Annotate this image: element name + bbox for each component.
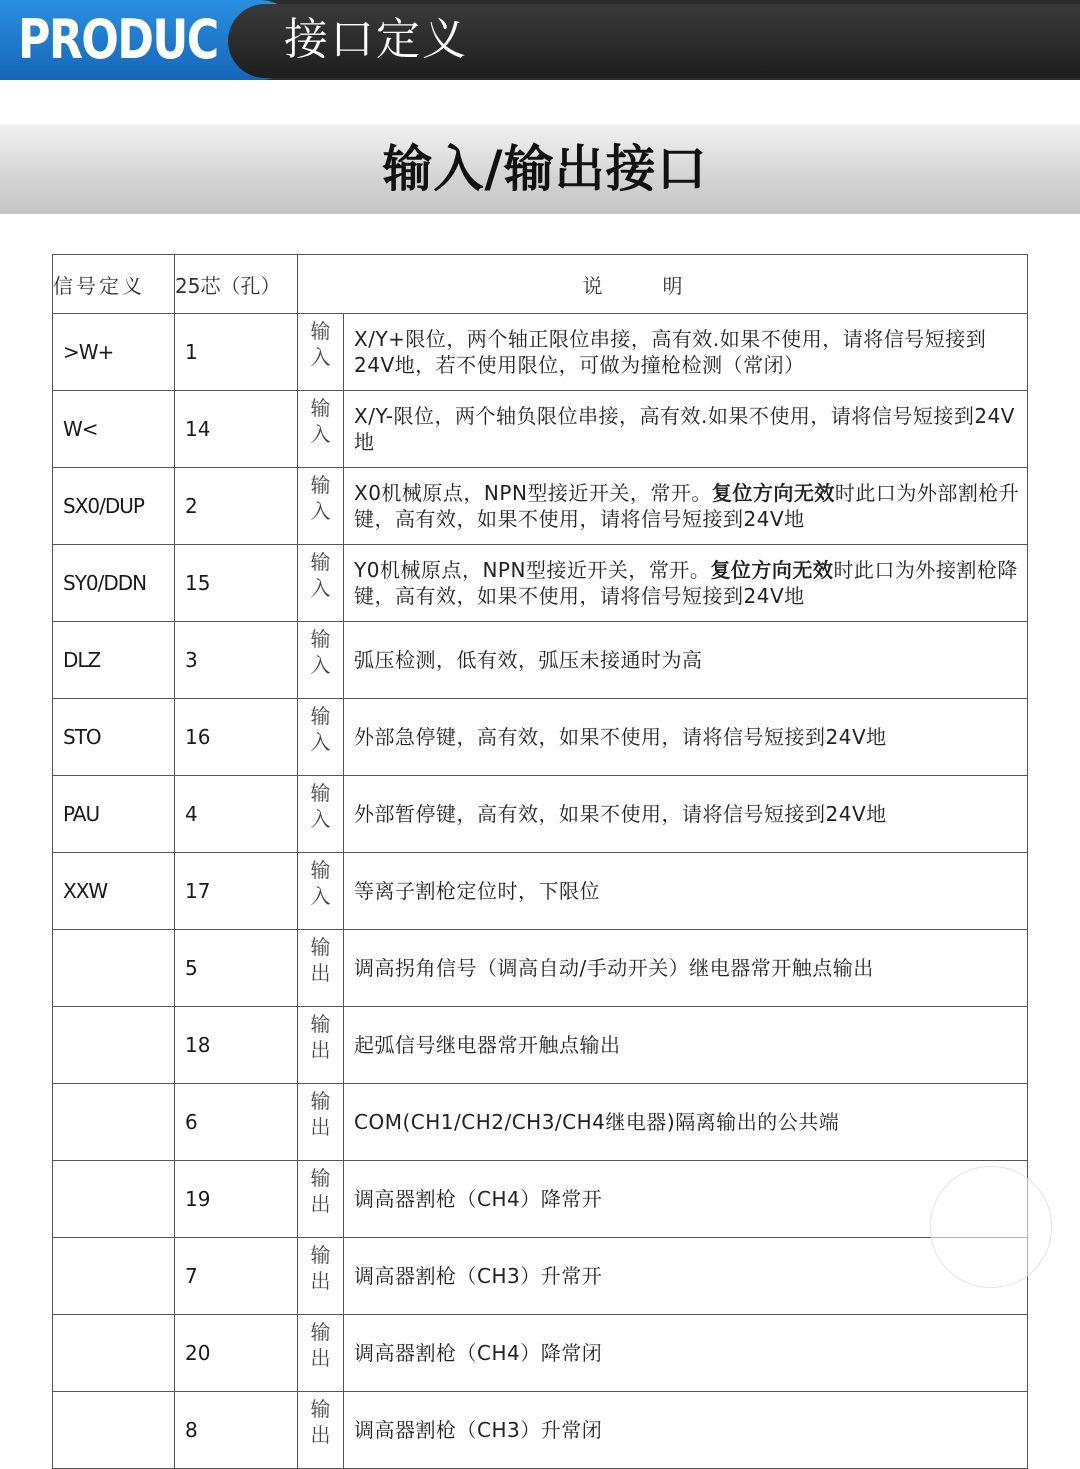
direction-cell [298, 1084, 344, 1161]
signal-cell: XXW [53, 853, 175, 930]
table-row [53, 1161, 1028, 1238]
direction-cell [298, 314, 344, 391]
pin-cell: 4 [175, 776, 298, 853]
description-cell: COM(CH1/CH2/CH3/CH4继电器)隔离输出的公共端 [344, 1084, 1028, 1161]
description-cell: 调高器割枪（CH3）升常闭 [344, 1392, 1028, 1469]
direction-label: 输出 [310, 1320, 331, 1370]
page-title: 接口定义 [284, 14, 468, 65]
table-row [53, 1238, 1028, 1315]
direction-label: 输入 [310, 781, 331, 831]
table-row [53, 853, 1028, 930]
description-cell: 外部急停键，高有效，如果不使用，请将信号短接到24V地 [344, 699, 1028, 776]
brand-logo: PRODUC [18, 8, 218, 71]
direction-cell [298, 622, 344, 699]
pin-cell: 14 [175, 391, 298, 468]
direction-cell [298, 545, 344, 622]
signal-cell [53, 1084, 175, 1161]
signal-cell [53, 1238, 175, 1315]
table-row [53, 1084, 1028, 1161]
pin-cell: 3 [175, 622, 298, 699]
signal-cell [53, 1161, 175, 1238]
description-cell: 调高器割枪（CH4）降常闭 [344, 1315, 1028, 1392]
table-row [53, 622, 1028, 699]
table-row [53, 314, 1028, 391]
direction-label: 输入 [310, 473, 331, 523]
table-row [53, 776, 1028, 853]
direction-label: 输出 [310, 935, 331, 985]
direction-cell [298, 1392, 344, 1469]
table-row [53, 468, 1028, 545]
direction-cell [298, 468, 344, 545]
table-row [53, 1315, 1028, 1392]
signal-cell [53, 1315, 175, 1392]
direction-cell [298, 699, 344, 776]
description-part: Y0机械原点，NPN型接近开关，常开。 [354, 558, 711, 582]
direction-label: 输出 [310, 1012, 331, 1062]
description-part: X0机械原点，NPN型接近开关，常开。 [354, 481, 712, 505]
table-row [53, 699, 1028, 776]
table-header-row [53, 255, 1028, 314]
signal-cell [53, 930, 175, 1007]
signal-cell: SY0/DDN [53, 545, 175, 622]
direction-cell [298, 391, 344, 468]
description-cell: 调高拐角信号（调高自动/手动开关）继电器常开触点输出 [344, 930, 1028, 1007]
description-part: 复位方向无效 [711, 481, 835, 505]
direction-cell [298, 930, 344, 1007]
description-cell [344, 468, 1028, 545]
direction-cell [298, 1161, 344, 1238]
description-cell: 起弧信号继电器常开触点输出 [344, 1007, 1028, 1084]
direction-label: 输出 [310, 1397, 331, 1447]
signal-cell: W< [53, 391, 175, 468]
direction-label: 输出 [310, 1166, 331, 1216]
pin-cell: 8 [175, 1392, 298, 1469]
header-bar [0, 0, 1080, 80]
pin-cell: 15 [175, 545, 298, 622]
description-part: 复位方向无效 [710, 558, 834, 582]
description-part: 时此口为外部割枪升键，高有效，如果不使用，请将信号短接到24V地 [354, 481, 1020, 531]
io-interface-table [52, 254, 1028, 1469]
direction-label: 输入 [310, 627, 331, 677]
pin-cell: 18 [175, 1007, 298, 1084]
signal-cell [53, 1007, 175, 1084]
signal-cell: SX0/DUP [53, 468, 175, 545]
pin-cell: 1 [175, 314, 298, 391]
table-row [53, 1392, 1028, 1469]
description-cell: 等离子割枪定位时，下限位 [344, 853, 1028, 930]
pin-cell: 7 [175, 1238, 298, 1315]
description-cell: 调高器割枪（CH4）降常开 [344, 1161, 1028, 1238]
description-cell: 外部暂停键，高有效，如果不使用，请将信号短接到24V地 [344, 776, 1028, 853]
header-signal: 信号定义 [53, 255, 175, 314]
signal-cell: >W+ [53, 314, 175, 391]
pin-cell: 6 [175, 1084, 298, 1161]
direction-label: 输出 [310, 1089, 331, 1139]
watermark-circle [930, 1166, 1052, 1288]
pin-cell: 16 [175, 699, 298, 776]
table-row [53, 930, 1028, 1007]
direction-cell [298, 1238, 344, 1315]
direction-cell [298, 1007, 344, 1084]
table-row [53, 1007, 1028, 1084]
signal-cell [53, 1392, 175, 1469]
pin-cell: 19 [175, 1161, 298, 1238]
signal-cell: PAU [53, 776, 175, 853]
pin-cell: 20 [175, 1315, 298, 1392]
description-cell: X/Y-限位，两个轴负限位串接，高有效.如果不使用，请将信号短接到24V地 [344, 391, 1028, 468]
description-cell: 弧压检测，低有效，弧压未接通时为高 [344, 622, 1028, 699]
description-cell: 调高器割枪（CH3）升常开 [344, 1238, 1028, 1315]
direction-label: 输入 [310, 396, 331, 446]
table-row [53, 545, 1028, 622]
direction-cell [298, 853, 344, 930]
pin-cell: 17 [175, 853, 298, 930]
direction-label: 输入 [310, 319, 331, 369]
direction-label: 输出 [310, 1243, 331, 1293]
direction-label: 输入 [310, 858, 331, 908]
signal-cell: DLZ [53, 622, 175, 699]
table-row [53, 391, 1028, 468]
header-description: 说明 [298, 255, 1028, 314]
direction-label: 输入 [310, 550, 331, 600]
section-banner [0, 124, 1080, 214]
pin-cell: 2 [175, 468, 298, 545]
direction-cell [298, 1315, 344, 1392]
section-title: 输入/输出接口 [382, 140, 708, 198]
direction-cell [298, 776, 344, 853]
signal-cell: STO [53, 699, 175, 776]
direction-label: 输入 [310, 704, 331, 754]
pin-cell: 5 [175, 930, 298, 1007]
description-part: 时此口为外接割枪降键，高有效，如果不使用，请将信号短接到24V地 [354, 558, 1018, 608]
header-pins: 25芯（孔） [175, 255, 298, 314]
description-cell: X/Y+限位，两个轴正限位串接，高有效.如果不使用，请将信号短接到24V地，若不使用限位，可做为撞枪检测（常闭） [344, 314, 1028, 391]
description-cell [344, 545, 1028, 622]
